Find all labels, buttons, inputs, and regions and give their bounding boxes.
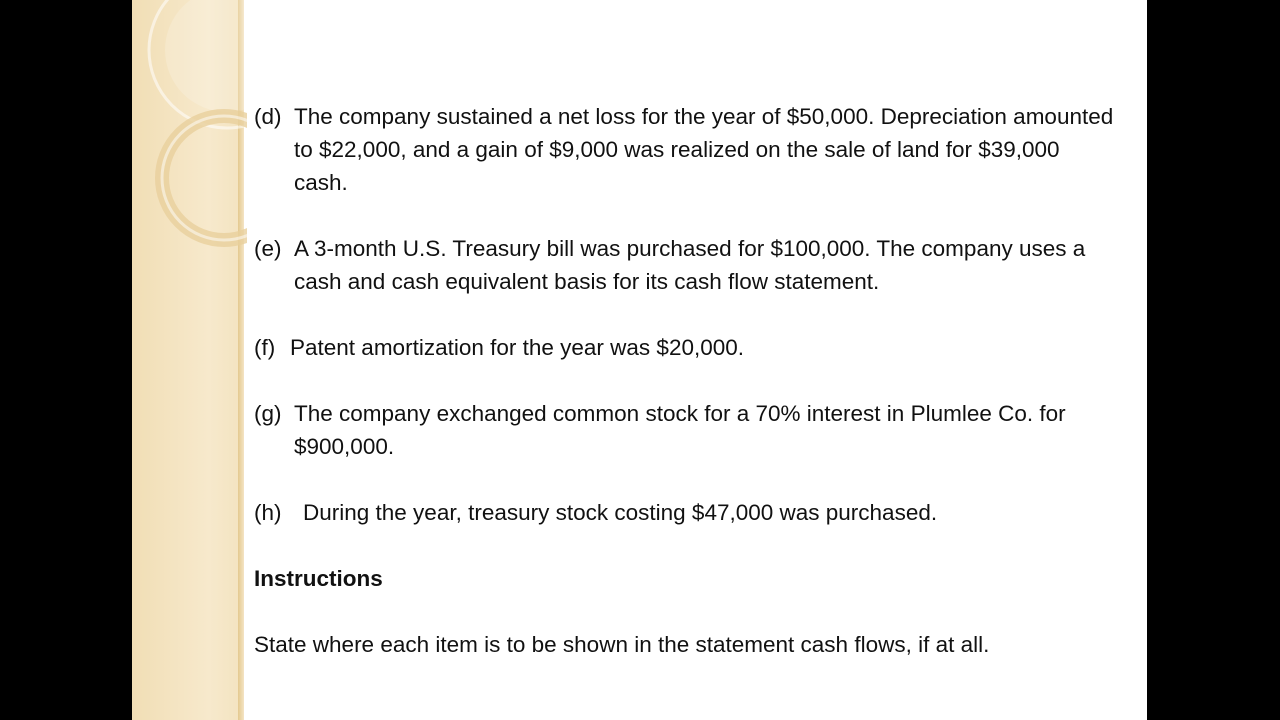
instructions-heading: Instructions <box>254 566 383 591</box>
list-item <box>254 100 1114 199</box>
item-text: The company exchanged common stock for a 70% interest in Plumlee Co. for $900,000. <box>294 401 1066 459</box>
item-text: Patent amortization for the year was $20,000. <box>290 335 745 360</box>
item-text: A 3-month U.S. Treasury bill was purchased for $100,000. The company uses a cash and cash equivalent basis for its cash flow statement. <box>294 236 1086 294</box>
item-label: (f) <box>254 335 276 360</box>
item-label: (e) <box>254 236 282 261</box>
list-item <box>254 331 1114 364</box>
list-item <box>254 232 1114 298</box>
item-label: (g) <box>254 401 282 426</box>
item-label: (d) <box>254 104 282 129</box>
list-item <box>254 496 1114 529</box>
slide-content <box>254 100 1114 661</box>
list-item <box>254 397 1114 463</box>
slide <box>132 0 1147 720</box>
instructions-text: State where each item is to be shown in the statement cash flows, if at all. <box>254 632 990 657</box>
item-text: During the year, treasury stock costing $47,000 was purchased. <box>303 500 938 525</box>
item-label: (h) <box>254 500 282 525</box>
decorative-rings <box>132 0 247 260</box>
item-text: The company sustained a net loss for the year of $50,000. Depreciation amounted to $22,000, and a gain of $9,000 was realized on the sale of land for $39,000 cash. <box>294 104 1114 195</box>
